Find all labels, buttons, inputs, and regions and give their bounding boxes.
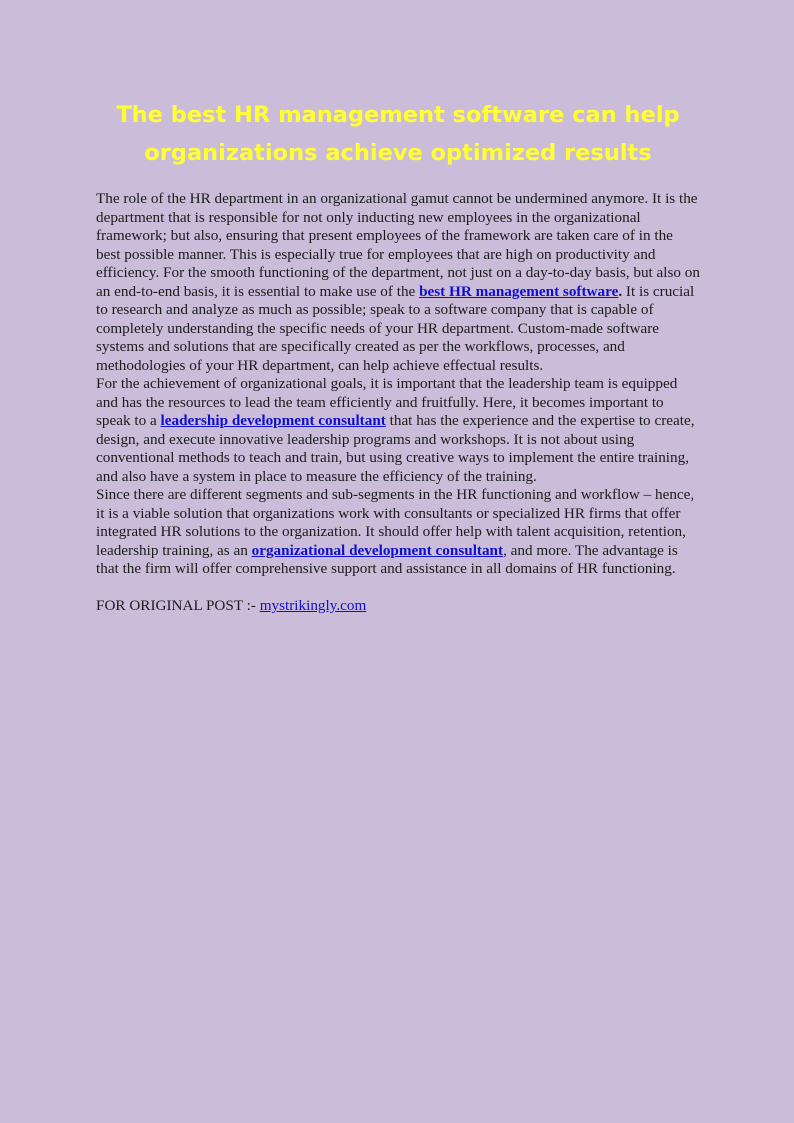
paragraph-text: It is crucial to research and analyze as much as possible; speak to a software company that is capable of completely understanding the specific needs of your HR department. Custom-made software systems and solutions that are specifically created as per the workflows, processes, and methodologies of your HR department, can help achieve effectual results. [96,282,695,374]
paragraph-text: The role of the HR department in an organizational gamut cannot be undermined anymore. It is the department that is responsible for not only inducting new employees in the organizational framework; but also, ensuring that present employees of the framework are taken care of in the best possible manner. This is especially true for employees that are high on productivity and efficiency. For the smooth functioning of the department, not just on a day-to-day basis, but also on an end-to-end basis, it is essential to make use of the [96,190,700,300]
document-page [96,96,700,616]
source-label: FOR ORIGINAL POST :- [96,597,260,614]
paragraph-leadership [96,375,700,486]
paragraph-text: Since there are different segments and sub-segments in the HR functioning and workflow – hence, it is a viable solution that organizations work with consultants or specialized HR firms that offer integrated HR solutions to the organization. It should offer help with talent acquisition, retention, leadership training, as an [96,486,695,559]
source-line [96,597,700,616]
article-body [96,190,700,616]
paragraph-consultants [96,486,700,579]
paragraph-punctuation: . [618,282,623,300]
link-best-hr-management-software[interactable]: best HR management software [419,282,619,300]
paragraph-spacer [96,579,700,598]
paragraph-text: , and more. The advantage is that the firm will offer comprehensive support and assistance in all domains of HR functioning. [96,541,678,577]
paragraph-text: For the achievement of organizational goals, it is important that the leadership team is equipped and has the resources to lead the team efficiently and fruitfully. Here, it becomes important to speak to a [96,375,678,429]
link-organizational-development-consultant[interactable]: organizational development consultant [251,541,504,559]
page-title: The best HR management software can help organizations achieve optimized results [116,102,680,166]
paragraph-text: that has the experience and the expertise to create, design, and execute innovative leadership programs and workshops. It is not about using conventional methods to teach and train, but using creative ways to implement the entire training, and also have a system in place to measure the efficiency of the training. [96,412,695,485]
source-link[interactable]: mystrikingly.com [259,597,367,614]
link-leadership-development-consultant[interactable]: leadership development consultant [160,412,386,429]
paragraph-hr-software [96,190,700,375]
